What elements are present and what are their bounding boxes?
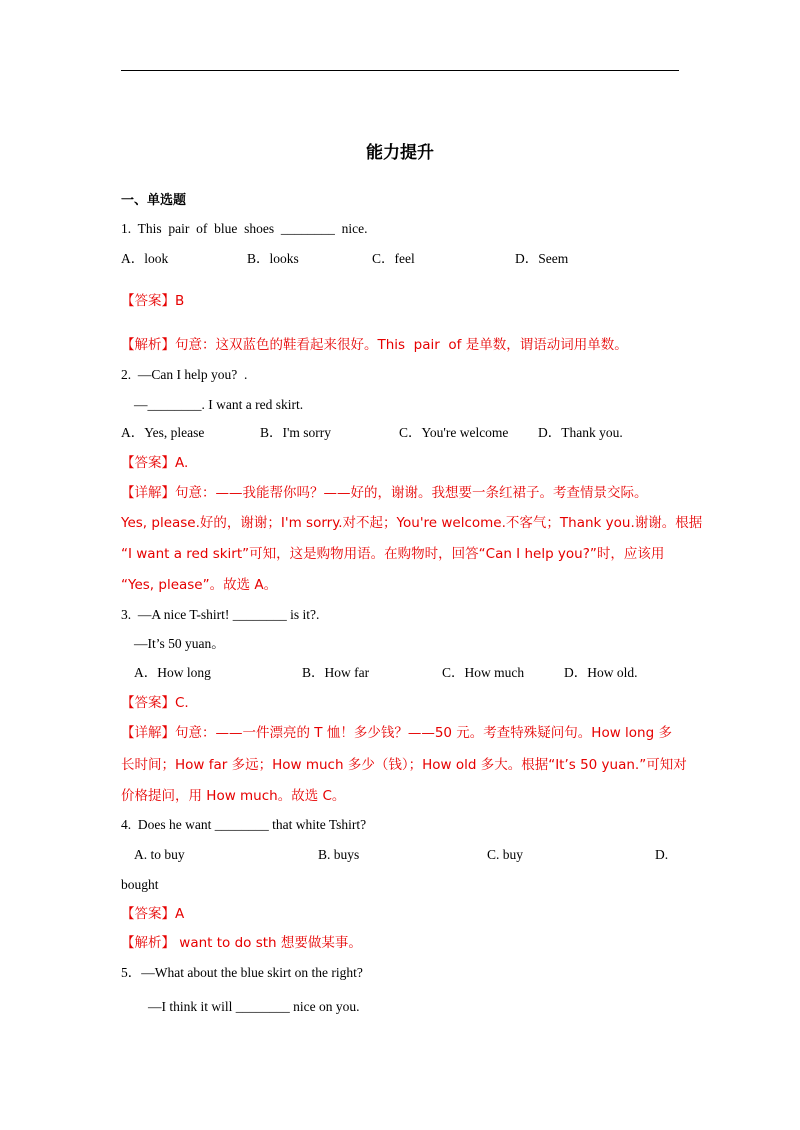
- q4-option-c: C. buy: [487, 847, 524, 862]
- q3-option-a: A．How long: [134, 665, 211, 680]
- q4-option-d: D.: [655, 847, 669, 862]
- q1-option-d: D．Seem: [515, 251, 569, 266]
- q1-option-c: C．feel: [372, 251, 415, 266]
- q2-detail-line-4: “Yes, please”。故选 A。: [121, 577, 278, 593]
- q4-option-a: A. to buy: [134, 847, 185, 862]
- q4-answer: 【答案】A: [121, 906, 185, 922]
- q4-option-b: B. buys: [318, 847, 360, 862]
- q4-analysis: 【解析】 want to do sth 想要做某事。: [121, 935, 362, 951]
- q2-option-a: A．Yes, please: [121, 425, 205, 440]
- header-rule: [121, 70, 679, 71]
- q2-option-c: C．You're welcome: [399, 425, 509, 440]
- q3-reply: —It’s 50 yuan。: [134, 636, 225, 651]
- q2-detail-line-3: “I want a red skirt”可知，这是购物用语。在购物时，回答“Can I help you?”时，应该用: [121, 546, 665, 562]
- q1-answer: 【答案】B: [121, 293, 185, 309]
- q3-detail-line-2: 长时间；How far 多远；How much 多少（钱）；How old 多大。根据“It’s 50 yuan.”可知对: [121, 757, 687, 773]
- q3-answer: 【答案】C.: [121, 695, 189, 711]
- q3-option-d: D．How old.: [564, 665, 638, 680]
- q5-reply: —I think it will ________ nice on you.: [148, 999, 360, 1014]
- page-title: 能力提升: [366, 143, 434, 163]
- q3-detail-line-1: 【详解】句意：——一件漂亮的 T 恤！多少钱？——50 元。考查特殊疑问句。How long 多: [121, 725, 672, 741]
- q1-option-b: B．looks: [247, 251, 299, 266]
- q5-stem: 5．—What about the blue skirt on the right?: [121, 965, 363, 980]
- q2-answer: 【答案】A.: [121, 455, 189, 471]
- section-heading: 一、单选题: [121, 193, 187, 208]
- q3-option-b: B．How far: [302, 665, 370, 680]
- q2-detail-line-2: Yes, please.好的，谢谢；I'm sorry.对不起；You're welcome.不客气；Thank you.谢谢。根据: [121, 515, 703, 531]
- q2-reply: —________. I want a red skirt.: [134, 397, 304, 412]
- q3-option-c: C．How much: [442, 665, 525, 680]
- q4-option-d-text: bought: [121, 877, 159, 892]
- q4-stem: 4. Does he want ________ that white Tshirt?: [121, 817, 367, 832]
- q2-option-d: D．Thank you.: [538, 425, 623, 440]
- q1-option-a: A．look: [121, 251, 169, 266]
- q1-stem: 1. This pair of blue shoes ________ nice.: [121, 221, 368, 236]
- q2-stem: 2. —Can I help you? .: [121, 367, 248, 382]
- q3-detail-line-3: 价格提问，用 How much。故选 C。: [121, 788, 346, 804]
- q3-stem: 3. —A nice T-shirt! ________ is it?.: [121, 607, 320, 622]
- q1-analysis: 【解析】句意：这双蓝色的鞋看起来很好。This pair of 是单数，谓语动词用单数。: [121, 337, 628, 353]
- q2-detail-line-1: 【详解】句意：——我能帮你吗？——好的，谢谢。我想要一条红裙子。考查情景交际。: [121, 485, 648, 501]
- q2-option-b: B．I'm sorry: [260, 425, 332, 440]
